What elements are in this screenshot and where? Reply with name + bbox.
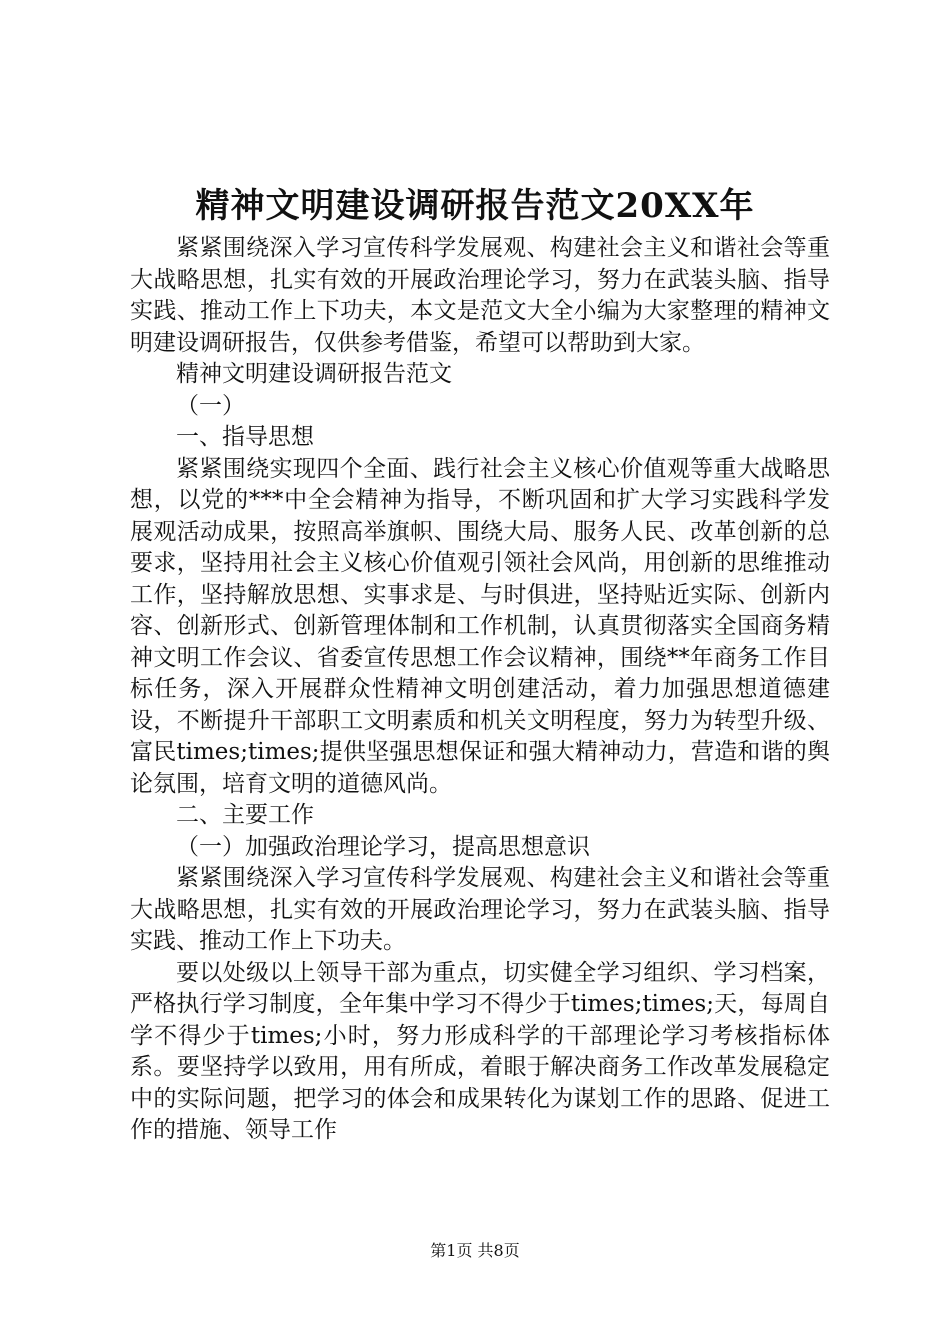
section-number: （一） xyxy=(176,392,245,419)
heading-main-work: 二、主要工作 xyxy=(176,802,314,828)
document-title: 精神文明建设调研报告范文20XX年 xyxy=(195,186,755,226)
subheading-political-study: （一）加强政治理论学习，提高思想意识 xyxy=(176,833,590,860)
guiding-ideology-paragraph: 紧紧围绕实现四个全面、践行社会主义核心价值观等重大战略思想，以党的***中全会精神为指导，不断巩固和扩大学习实践科学发展观活动成果，按照高举旗帜、围绕大局、服务人民、改革创新的总要求，坚持用社会主义核心价值观引领社会风尚，用创新的思维推动工作，坚持解放思想、实事求是、与时俱进，坚持贴近实际、创新内容、创新形式、创新管理体制和工作机制，认真贯彻落实全国商务精神文明工作会议、省委宣传思想工作会议精神，围绕**年商务工作目标任务，深入开展群众性精神文明创建活动，着力加强思想道德建设，不断提升干部职工文明素质和机关文明程度，努力为转型升级、富民times;times;提供坚强思想保证和强大精神动力，营造和谐的舆论氛围，培育文明的道德风尚。 xyxy=(130,455,830,797)
leadership-study-paragraph: 要以处级以上领导干部为重点，切实健全学习组织、学习档案，严格执行学习制度，全年集中学习不得少于times;times;天，每周自学不得少于times;小时，努力形成科学的干部理论学习考核指标体系。要坚持学以致用，用有所成，着眼于解决商务工作改革发展稳定中的实际问题，把学习的体会和成果转化为谋划工作的思路、促进工作的措施、领导工作 xyxy=(130,959,830,1143)
subtitle-line: 精神文明建设调研报告范文 xyxy=(176,361,452,387)
page-footer: 第1页 共8页 xyxy=(430,1241,520,1260)
political-study-paragraph: 紧紧围绕深入学习宣传科学发展观、构建社会主义和谐社会等重大战略思想，扎实有效的开展政治理论学习，努力在武装头脑、指导实践、推动工作上下功夫。 xyxy=(130,865,830,954)
intro-paragraph: 紧紧围绕深入学习宣传科学发展观、构建社会主义和谐社会等重大战略思想，扎实有效的开展政治理论学习，努力在武装头脑、指导实践、推动工作上下功夫，本文是范文大全小编为大家整理的精神文明建设调研报告，仅供参考借鉴，希望可以帮助到大家。 xyxy=(130,235,830,356)
document-body xyxy=(130,233,830,1147)
heading-guiding-ideology: 一、指导思想 xyxy=(176,424,314,450)
